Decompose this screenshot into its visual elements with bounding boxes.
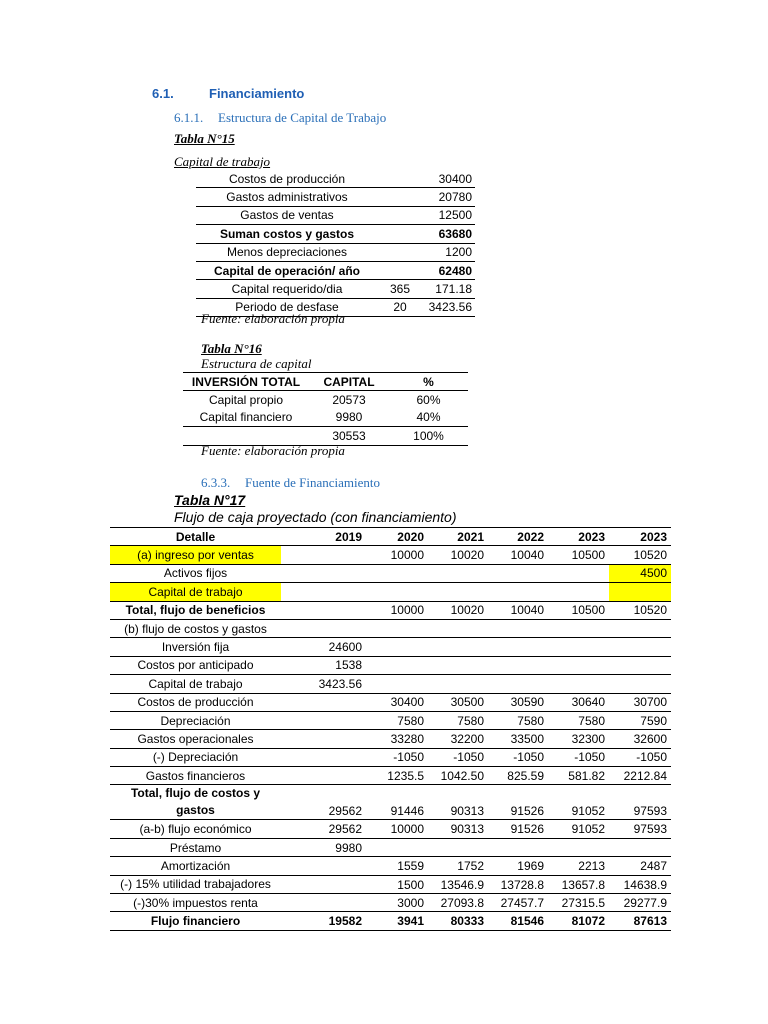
table-row bbox=[196, 280, 475, 298]
table17-cell bbox=[281, 748, 366, 766]
table15-mid bbox=[378, 170, 422, 188]
table17-label: Amortización bbox=[110, 857, 281, 875]
table17-cell: 10040 bbox=[488, 546, 548, 564]
table17-cell: 91052 bbox=[548, 785, 609, 820]
table17-label: (b) flujo de costos y gastos bbox=[110, 619, 281, 637]
table17-cell bbox=[281, 693, 366, 711]
table17-label: Gastos financieros bbox=[110, 767, 281, 785]
table17-label: (-) 15% utilidad trabajadores bbox=[110, 875, 281, 893]
table16-cell: Capital financiero bbox=[183, 409, 309, 427]
table17-cell: 10000 bbox=[366, 546, 428, 564]
table17-cell bbox=[488, 583, 548, 601]
table-header-row bbox=[110, 528, 671, 546]
table-row bbox=[110, 656, 671, 674]
table17-label: Inversión fija bbox=[110, 638, 281, 656]
table17-cell: 10520 bbox=[609, 546, 671, 564]
table15-value: 30400 bbox=[438, 171, 472, 186]
table15-label: Costos de producción bbox=[228, 171, 346, 186]
subsection-title: Estructura de Capital de Trabajo bbox=[218, 110, 387, 125]
table-row bbox=[196, 243, 475, 261]
table15-mid: 20 bbox=[378, 298, 422, 316]
table17-cell: 91526 bbox=[488, 785, 548, 820]
table17-cell: 13657.8 bbox=[548, 875, 609, 893]
table17-cell: 32200 bbox=[428, 730, 488, 748]
table17-cell: 2212.84 bbox=[609, 767, 671, 785]
table15-mid bbox=[378, 261, 422, 279]
table17-cell: 29277.9 bbox=[609, 894, 671, 912]
table17-cell bbox=[428, 564, 488, 582]
table17-cell: 1538 bbox=[281, 656, 366, 674]
table16-subtitle: Estructura de capital bbox=[201, 356, 312, 371]
table15-value: 3423.56 bbox=[422, 298, 475, 316]
table17-cell: 1500 bbox=[366, 875, 428, 893]
table17-cell bbox=[281, 711, 366, 729]
table17-cell bbox=[281, 767, 366, 785]
table17-cell bbox=[366, 638, 428, 656]
table17-cell: 97593 bbox=[609, 820, 671, 838]
table17 bbox=[110, 527, 671, 931]
table17-cell: 19582 bbox=[281, 912, 366, 930]
table17-cell: 825.59 bbox=[488, 767, 548, 785]
table16-cell: 100% bbox=[389, 427, 468, 445]
table17-cell: 10000 bbox=[366, 820, 428, 838]
table17-cell: 1752 bbox=[428, 857, 488, 875]
subsection-number: 6.1.1. bbox=[174, 110, 204, 125]
table17-cell: 32600 bbox=[609, 730, 671, 748]
table17-label: Capital de trabajo bbox=[110, 675, 281, 693]
table17-cell bbox=[281, 546, 366, 564]
table17-cell: 2213 bbox=[548, 857, 609, 875]
table17-cell: 2487 bbox=[609, 857, 671, 875]
table17-subtitle: Flujo de caja proyectado (con financiamiento) bbox=[174, 509, 457, 525]
table17-cell bbox=[428, 619, 488, 637]
table17-cell: 30500 bbox=[428, 693, 488, 711]
table17-label: Capital de trabajo bbox=[110, 583, 281, 601]
table17-cell: 10040 bbox=[488, 601, 548, 619]
table-row bbox=[110, 564, 671, 582]
table17-cell bbox=[548, 656, 609, 674]
table15-mid bbox=[378, 188, 422, 206]
table15-value: 171.18 bbox=[422, 280, 475, 298]
table17-cell bbox=[428, 638, 488, 656]
table17-label: Depreciación bbox=[110, 711, 281, 729]
table17-cell: 91526 bbox=[488, 820, 548, 838]
table17-cell: 33280 bbox=[366, 730, 428, 748]
table17-cell bbox=[281, 894, 366, 912]
table-row bbox=[110, 875, 671, 893]
table-row bbox=[196, 170, 475, 188]
table16-cell: 20573 bbox=[309, 391, 389, 409]
table17-cell bbox=[609, 638, 671, 656]
table17-cell bbox=[428, 838, 488, 856]
table15-mid bbox=[378, 206, 422, 224]
table17-cell bbox=[281, 583, 366, 601]
table17-cell bbox=[366, 675, 428, 693]
table16-cell: 60% bbox=[389, 391, 468, 409]
section-heading bbox=[152, 86, 304, 101]
table17-cell bbox=[281, 730, 366, 748]
table16-cell: 30553 bbox=[309, 427, 389, 445]
table17-cell bbox=[428, 583, 488, 601]
table17-label: Total, flujo de costos y gastos bbox=[110, 785, 281, 820]
table15-value: 20780 bbox=[422, 188, 475, 206]
table17-cell: 90313 bbox=[428, 785, 488, 820]
table17-cell bbox=[488, 564, 548, 582]
table-row bbox=[196, 261, 475, 279]
table17-cell: 30700 bbox=[609, 693, 671, 711]
table15 bbox=[196, 170, 475, 317]
table-row bbox=[196, 206, 475, 224]
table-row bbox=[183, 391, 468, 409]
table17-label: (a) ingreso por ventas bbox=[110, 546, 281, 564]
table15-label: Capital requerido/dia bbox=[196, 280, 378, 298]
table17-header: 2022 bbox=[517, 529, 544, 544]
table17-label: Total, flujo de beneficios bbox=[110, 601, 281, 619]
table17-cell bbox=[281, 564, 366, 582]
section-number: 6.1. bbox=[152, 86, 174, 101]
table17-cell: -1050 bbox=[366, 748, 428, 766]
table17-cell bbox=[366, 619, 428, 637]
table17-cell bbox=[609, 583, 671, 601]
table16 bbox=[183, 372, 468, 446]
table-row bbox=[110, 601, 671, 619]
table15-mid bbox=[378, 243, 422, 261]
table17-cell bbox=[548, 564, 609, 582]
table17-label: (-) Depreciación bbox=[110, 748, 281, 766]
table17-header: 2023 bbox=[578, 529, 605, 544]
table17-cell: 90313 bbox=[428, 820, 488, 838]
table17-cell: -1050 bbox=[428, 748, 488, 766]
table17-header: 2019 bbox=[335, 529, 362, 544]
table17-cell: 81072 bbox=[548, 912, 609, 930]
table17-cell: 10020 bbox=[428, 546, 488, 564]
table15-label: Menos depreciaciones bbox=[196, 243, 378, 261]
table17-cell bbox=[609, 675, 671, 693]
table15-subtitle: Capital de trabajo bbox=[174, 154, 271, 169]
table16-cell: Capital propio bbox=[183, 391, 309, 409]
table17-cell: 24600 bbox=[281, 638, 366, 656]
table17-label: Activos fijos bbox=[110, 564, 281, 582]
table17-cell: 32300 bbox=[548, 730, 609, 748]
table17-cell: 7580 bbox=[548, 711, 609, 729]
table17-cell bbox=[488, 656, 548, 674]
table17-cell: 30400 bbox=[366, 693, 428, 711]
table-row bbox=[196, 225, 475, 243]
table17-cell: 10020 bbox=[428, 601, 488, 619]
table17-cell: 91446 bbox=[366, 785, 428, 820]
table17-cell: 7580 bbox=[488, 711, 548, 729]
table17-cell bbox=[548, 675, 609, 693]
table17-cell bbox=[366, 564, 428, 582]
table16-caption: Tabla N°16 bbox=[201, 341, 262, 356]
table17-cell bbox=[366, 656, 428, 674]
table17-cell: 1969 bbox=[488, 857, 548, 875]
table-row bbox=[110, 675, 671, 693]
table17-cell: 30590 bbox=[488, 693, 548, 711]
table17-cell: 7590 bbox=[609, 711, 671, 729]
table15-value: 1200 bbox=[422, 243, 475, 261]
table15-value: 12500 bbox=[422, 206, 475, 224]
table17-label: Costos por anticipado bbox=[110, 656, 281, 674]
table17-cell: 27315.5 bbox=[548, 894, 609, 912]
table15-label: Periodo de desfase bbox=[196, 298, 378, 316]
table17-cell: -1050 bbox=[609, 748, 671, 766]
table15-mid: 365 bbox=[378, 280, 422, 298]
table17-cell: 29562 bbox=[281, 785, 366, 820]
table17-cell bbox=[281, 601, 366, 619]
table-row bbox=[110, 857, 671, 875]
table15-label: Gastos administrativos bbox=[196, 188, 378, 206]
table17-cell: 97593 bbox=[609, 785, 671, 820]
table17-label: Flujo financiero bbox=[110, 912, 281, 930]
table15-source: Fuente: elaboración propia bbox=[201, 311, 345, 326]
table17-caption: Tabla N°17 bbox=[174, 492, 246, 508]
table17-cell: 33500 bbox=[488, 730, 548, 748]
table17-cell: -1050 bbox=[548, 748, 609, 766]
table16-cell: 9980 bbox=[309, 409, 389, 427]
table17-cell: -1050 bbox=[488, 748, 548, 766]
table17-cell bbox=[366, 583, 428, 601]
table15-label: Capital de operación/ año bbox=[196, 261, 378, 279]
table16-cell: 40% bbox=[389, 409, 468, 427]
table17-cell: 80333 bbox=[428, 912, 488, 930]
table17-cell: 29562 bbox=[281, 820, 366, 838]
table17-header: 2021 bbox=[457, 529, 484, 544]
table-row bbox=[110, 894, 671, 912]
table17-cell bbox=[281, 875, 366, 893]
table17-cell: 10000 bbox=[366, 601, 428, 619]
table-row bbox=[110, 820, 671, 838]
table17-cell bbox=[548, 619, 609, 637]
subsection-heading-2 bbox=[201, 475, 380, 491]
table17-cell bbox=[609, 619, 671, 637]
table17-label: Gastos operacionales bbox=[110, 730, 281, 748]
table17-cell: 9980 bbox=[281, 838, 366, 856]
table17-label: Préstamo bbox=[110, 838, 281, 856]
table17-cell: 27457.7 bbox=[488, 894, 548, 912]
table-row bbox=[196, 188, 475, 206]
table-row bbox=[110, 767, 671, 785]
table15-caption: Tabla N°15 bbox=[174, 131, 235, 146]
table-row bbox=[110, 619, 671, 637]
table15-value: 63680 bbox=[422, 225, 475, 243]
table17-cell: 1559 bbox=[366, 857, 428, 875]
table-row bbox=[110, 838, 671, 856]
table17-cell bbox=[488, 675, 548, 693]
table16-source: Fuente: elaboración propia bbox=[201, 443, 345, 458]
table17-cell: 7580 bbox=[366, 711, 428, 729]
table17-cell: 3423.56 bbox=[281, 675, 366, 693]
table-row bbox=[110, 711, 671, 729]
table17-cell: 4500 bbox=[609, 564, 671, 582]
table17-cell bbox=[609, 838, 671, 856]
table17-header: 2020 bbox=[397, 529, 424, 544]
table-row bbox=[110, 583, 671, 601]
subsection-heading-1 bbox=[174, 110, 386, 126]
table17-cell bbox=[488, 838, 548, 856]
table17-cell bbox=[366, 838, 428, 856]
table17-cell: 91052 bbox=[548, 820, 609, 838]
table15-label: Gastos de ventas bbox=[196, 206, 378, 224]
table15-label: Suman costos y gastos bbox=[196, 225, 378, 243]
table17-cell bbox=[428, 656, 488, 674]
table16-header: INVERSIÓN TOTAL bbox=[191, 374, 301, 389]
table17-cell: 27093.8 bbox=[428, 894, 488, 912]
table-row bbox=[110, 638, 671, 656]
table17-cell bbox=[281, 619, 366, 637]
table15-value: 62480 bbox=[422, 261, 475, 279]
table17-cell bbox=[488, 619, 548, 637]
table-row bbox=[110, 785, 671, 820]
table15-mid bbox=[378, 225, 422, 243]
table17-label: (a-b) flujo económico bbox=[110, 820, 281, 838]
table17-cell: 10500 bbox=[548, 601, 609, 619]
table17-cell bbox=[428, 675, 488, 693]
table17-cell: 14638.9 bbox=[609, 875, 671, 893]
table17-label: Costos de producción bbox=[110, 693, 281, 711]
table17-cell: 13546.9 bbox=[428, 875, 488, 893]
table17-cell bbox=[548, 638, 609, 656]
table17-cell: 7580 bbox=[428, 711, 488, 729]
table17-cell: 1042.50 bbox=[428, 767, 488, 785]
table-row bbox=[110, 748, 671, 766]
table-row bbox=[110, 693, 671, 711]
table17-label: (-)30% impuestos renta bbox=[110, 894, 281, 912]
table17-cell bbox=[281, 857, 366, 875]
table16-header: CAPITAL bbox=[323, 374, 375, 389]
table17-cell: 3000 bbox=[366, 894, 428, 912]
table-row bbox=[110, 546, 671, 564]
table17-header: Detalle bbox=[175, 529, 216, 544]
table17-cell bbox=[548, 838, 609, 856]
table17-cell: 13728.8 bbox=[488, 875, 548, 893]
subsection-number: 6.3.3. bbox=[201, 475, 231, 490]
table17-cell bbox=[488, 638, 548, 656]
table17-cell: 81546 bbox=[488, 912, 548, 930]
table16-header: % bbox=[423, 374, 434, 389]
table-row bbox=[110, 912, 671, 930]
table17-cell bbox=[548, 583, 609, 601]
table-header-row bbox=[183, 373, 468, 391]
table17-cell bbox=[609, 656, 671, 674]
table17-cell: 3941 bbox=[366, 912, 428, 930]
table17-header: 2023 bbox=[640, 529, 667, 544]
table17-cell: 30640 bbox=[548, 693, 609, 711]
table17-cell: 1235.5 bbox=[366, 767, 428, 785]
table17-cell: 10500 bbox=[548, 546, 609, 564]
table17-cell: 581.82 bbox=[548, 767, 609, 785]
subsection-title: Fuente de Financiamiento bbox=[245, 475, 381, 490]
section-title: Financiamiento bbox=[209, 86, 305, 101]
table17-cell: 87613 bbox=[609, 912, 671, 930]
table-row bbox=[183, 409, 468, 427]
table-row bbox=[110, 730, 671, 748]
table17-cell: 10520 bbox=[609, 601, 671, 619]
